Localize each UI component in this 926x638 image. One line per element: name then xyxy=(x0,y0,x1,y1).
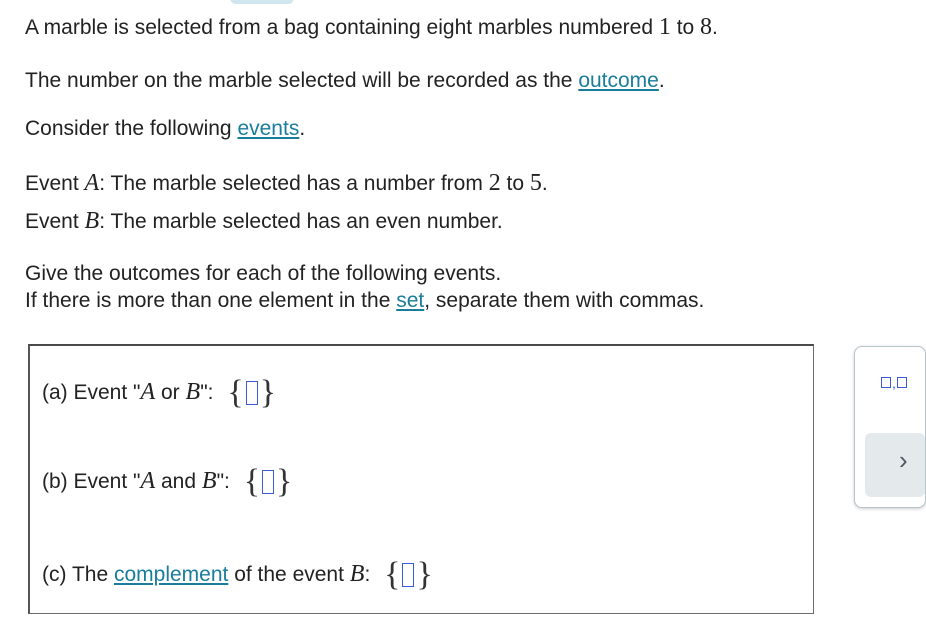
number-one: 1 xyxy=(658,14,671,40)
part-b-set-input[interactable] xyxy=(243,463,293,501)
part-c-end: : xyxy=(364,563,377,586)
comma-separated-slots-icon[interactable] xyxy=(881,375,907,391)
instructions-end: , separate them with commas. xyxy=(424,289,705,312)
instructions-line-1 xyxy=(25,261,501,287)
outcome-link[interactable]: outcome xyxy=(578,69,659,92)
part-c-var-b: B xyxy=(349,561,365,587)
intro-line-2 xyxy=(25,68,665,94)
answer-box xyxy=(28,344,814,614)
part-a-set-input[interactable] xyxy=(227,374,276,412)
part-a-label: (a) Event " xyxy=(42,381,141,404)
event-b-text: : The marble selected has an even number. xyxy=(99,210,503,233)
chevron-right-icon: › xyxy=(899,445,908,475)
open-brace: { xyxy=(384,556,401,594)
open-brace: { xyxy=(227,374,244,412)
event-a-text: : The marble selected has a number from xyxy=(99,172,489,195)
period: . xyxy=(712,16,718,39)
set-link[interactable]: set xyxy=(396,289,425,312)
intro-line-3 xyxy=(25,116,305,142)
event-word: Event xyxy=(25,172,85,195)
part-a-answer-slot[interactable] xyxy=(246,381,258,405)
palette-next-button[interactable] xyxy=(865,433,925,497)
part-b-var-b: B xyxy=(201,468,217,494)
to-word: to xyxy=(500,172,530,195)
palette-comma-glyph: , xyxy=(892,375,896,391)
period: . xyxy=(658,69,665,92)
part-c-set-input[interactable] xyxy=(384,556,433,594)
part-b-label: (b) Event " xyxy=(42,470,141,493)
close-brace: } xyxy=(276,463,293,501)
instructions-text-2: If there is more than one element in the xyxy=(25,289,397,312)
event-word: Event xyxy=(25,210,85,233)
period: . xyxy=(541,172,548,195)
part-b xyxy=(42,463,293,501)
palette-slot-icon xyxy=(897,377,907,388)
open-brace: { xyxy=(243,463,261,501)
event-a-definition xyxy=(25,170,548,197)
part-a-var-a: A xyxy=(140,379,156,405)
event-a-var: A xyxy=(84,170,100,196)
event-b-definition xyxy=(25,208,503,235)
instructions-text-1: Give the outcomes for each of the following events. xyxy=(25,262,502,285)
period: . xyxy=(299,117,306,140)
part-b-answer-slot[interactable] xyxy=(262,470,274,494)
part-b-var-a: A xyxy=(140,468,156,494)
complement-link[interactable]: complement xyxy=(113,563,229,586)
event-b-var: B xyxy=(84,208,100,234)
number-five: 5 xyxy=(529,170,542,196)
part-b-and: and xyxy=(155,470,202,493)
part-c-text: of the event xyxy=(228,563,350,586)
to-word: to xyxy=(670,16,701,39)
intro-text-3: Consider the following xyxy=(25,117,238,140)
part-c xyxy=(42,556,433,594)
instructions-line-2 xyxy=(25,288,704,314)
top-tab-indicator xyxy=(230,0,294,4)
part-c-label: (c) The xyxy=(42,563,114,586)
intro-text-1: A marble is selected from a bag containing eight marbles numbered xyxy=(25,16,659,39)
part-a-end: ": xyxy=(200,381,220,404)
close-brace: } xyxy=(416,556,433,594)
part-c-answer-slot[interactable] xyxy=(402,563,414,587)
part-a xyxy=(42,374,276,412)
events-link[interactable]: events xyxy=(237,117,300,140)
part-a-or: or xyxy=(155,381,186,404)
number-eight: 8 xyxy=(700,14,713,40)
intro-line-1 xyxy=(25,14,718,41)
math-palette-panel xyxy=(854,346,926,508)
intro-text-2: The number on the marble selected will be recorded as the xyxy=(25,69,579,92)
close-brace: } xyxy=(259,374,276,412)
number-two: 2 xyxy=(488,170,501,196)
palette-slot-icon xyxy=(881,377,891,388)
part-b-end: ": xyxy=(216,470,236,493)
part-a-var-b: B xyxy=(185,379,201,405)
